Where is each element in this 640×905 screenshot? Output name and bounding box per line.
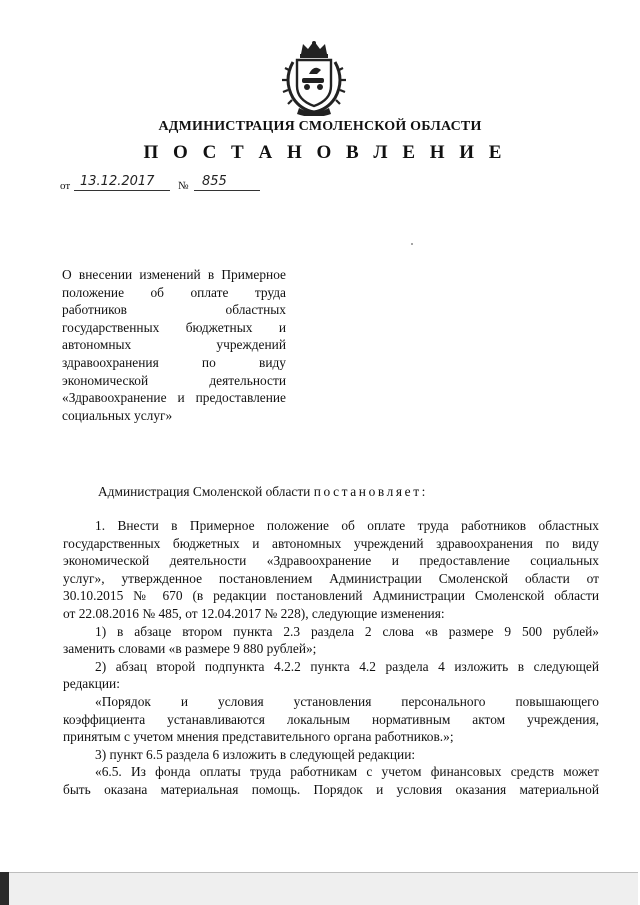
body-line: «6.5. Из фонда оплаты труда работникам с учетом финансовых средств может <box>95 764 599 780</box>
date-value: 13.12.2017 <box>80 174 155 189</box>
subject-line: О внесении изменений в Примерное <box>62 267 286 282</box>
document-type: П О С Т А Н О В Л Е Н И Е <box>143 142 507 163</box>
body-line: быть оказана материальная помощь. Порядок и условия оказания материальной <box>63 781 599 797</box>
scan-bottom-edge <box>8 872 638 905</box>
scan-speck <box>411 243 413 245</box>
body-line: 30.10.2015 № 670 (в редакции постановлений Администрации Смоленской области <box>63 588 599 604</box>
body-line: 2) абзац второй подпункта 4.2.2 пункта 4.2 раздела 4 изложить в следующей <box>95 658 599 674</box>
date-label: от <box>60 180 71 192</box>
preamble-prefix: Администрация Смоленской области <box>98 484 314 499</box>
body-line: 1) в абзаце втором пункта 2.3 раздела 2 слова «в размере 9 500 рублей» <box>95 623 599 639</box>
body-line: заменить словами «в размере 9 880 рублей»; <box>63 641 317 657</box>
subject-line: автономных учреждений <box>62 337 286 353</box>
subject-line: положение об оплате труда <box>62 284 286 300</box>
organization-name: АДМИНИСТРАЦИЯ СМОЛЕНСКОЙ ОБЛАСТИ <box>158 119 482 134</box>
body-line: коэффициента устанавливаются локальным нормативным актом учреждения, <box>63 711 599 727</box>
subject-line: экономической деятельности <box>62 372 286 388</box>
body-line: 3) пункт 6.5 раздела 6 изложить в следующей редакции: <box>95 746 416 762</box>
number-label: № <box>178 180 189 192</box>
subject-line: здравоохранения по виду <box>62 354 286 370</box>
body-line: «Порядок и условия установления персонального повышающего <box>95 693 599 709</box>
body-line: услуг», утвержденное постановлением Администрации Смоленской области от <box>63 570 599 586</box>
document-body <box>63 517 599 799</box>
smolensk-coat-of-arms-icon <box>281 40 347 116</box>
document-subject <box>62 266 286 424</box>
body-line: экономической деятельности «Здравоохранение и предоставление социальных <box>63 553 599 569</box>
preamble <box>98 483 518 501</box>
number-value: 855 <box>202 174 227 189</box>
subject-line: социальных услуг» <box>62 407 173 423</box>
subject-line: государственных бюджетных и <box>62 319 286 335</box>
body-line: редакции: <box>63 676 120 692</box>
body-line: государственных бюджетных и автономных учреждений здравоохранения по виду <box>63 535 599 551</box>
subject-line: «Здравоохранение и предоставление <box>62 390 286 406</box>
body-line: от 22.08.2016 № 485, от 12.04.2017 № 228), следующие изменения: <box>63 605 445 621</box>
subject-line: работников областных <box>62 302 286 318</box>
date-number-line <box>60 176 300 192</box>
body-line: 1. Внести в Примерное положение об оплате труда работников областных <box>95 518 599 533</box>
body-line: принятым с учетом мнения представительного органа работников.»; <box>63 729 454 745</box>
preamble-verb: постановляет: <box>313 484 428 499</box>
